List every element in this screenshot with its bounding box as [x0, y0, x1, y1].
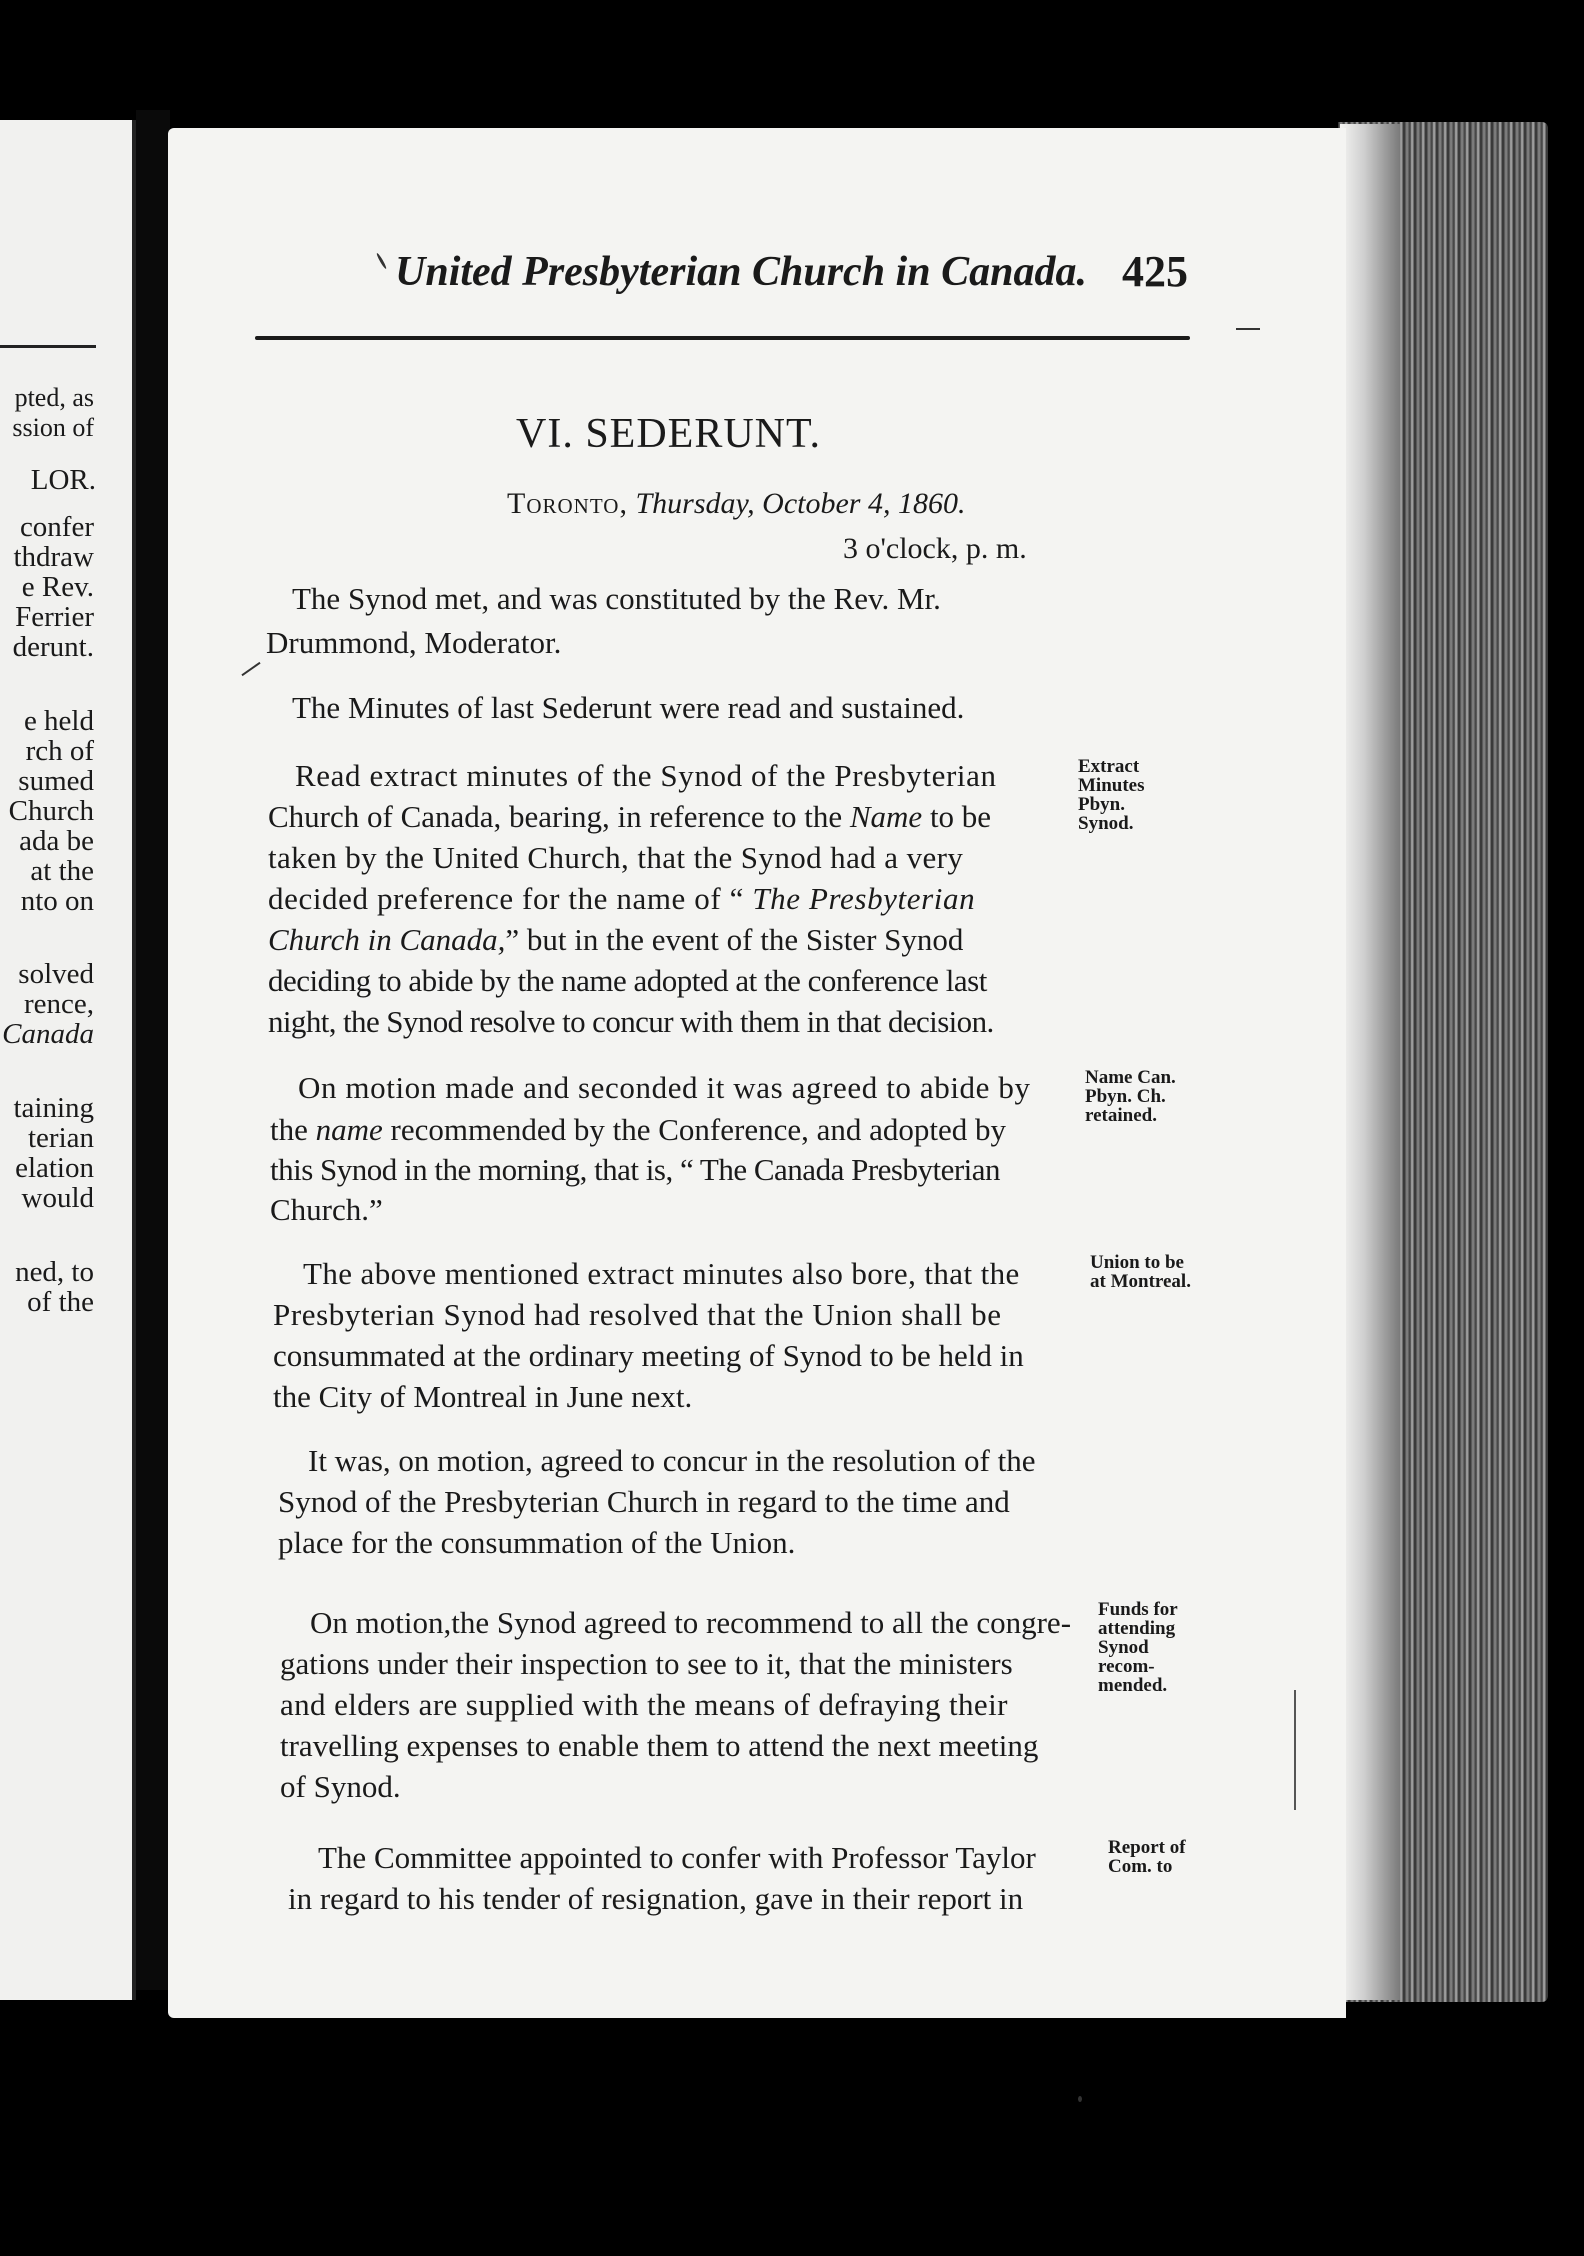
left-line: rch of	[25, 735, 94, 767]
left-line: Church	[8, 795, 94, 827]
left-line: terian	[27, 1122, 94, 1154]
text-line: this Synod in the morning, that is, “ The Canada Presbyterian	[270, 1152, 1001, 1187]
left-line: of the	[27, 1286, 94, 1318]
text-line: It was, on motion, agreed to concur in the resolution of the	[308, 1443, 1036, 1478]
text-line: travelling expenses to enable them to attend the next meeting	[280, 1728, 1039, 1763]
left-line: sumed	[18, 765, 94, 797]
text-line: On motion made and seconded it was agreed to abide by	[298, 1070, 1031, 1105]
text-line: Synod of the Presbyterian Church in regard to the time and	[278, 1484, 1010, 1519]
left-line: ned, to	[15, 1256, 94, 1288]
text-line: consummated at the ordinary meeting of Synod to be held in	[273, 1338, 1024, 1373]
text-line: The Synod met, and was constituted by the Rev. Mr.	[292, 581, 941, 616]
margin-note: Name Can. Pbyn. Ch. retained.	[1085, 1067, 1176, 1126]
text-line: gations under their inspection to see to it, that the ministers	[280, 1646, 1013, 1681]
running-title: United Presbyterian Church in Canada.	[395, 249, 1087, 295]
text-line: Church.”	[270, 1192, 383, 1227]
text-line: Church of Canada, bearing, in reference to the Name to be	[268, 799, 992, 834]
text-line: night, the Synod resolve to concur with them in that decision.	[268, 1004, 994, 1039]
left-line: would	[21, 1182, 94, 1214]
margin-note: Report of Com. to	[1108, 1837, 1186, 1877]
text-line: place for the consummation of the Union.	[278, 1525, 796, 1560]
text-line: The above mentioned extract minutes also bore, that the	[303, 1256, 1020, 1291]
left-line: thdraw	[13, 541, 94, 573]
page-number: 425	[1122, 247, 1188, 296]
text-line: Read extract minutes of the Synod of the Presbyterian	[295, 758, 997, 793]
book-gutter	[136, 110, 170, 1990]
ink-mark	[1078, 2096, 1082, 2102]
ink-mark	[1236, 328, 1260, 330]
text-line: deciding to abide by the name adopted at the conference last	[268, 963, 987, 998]
left-line: rence,	[23, 988, 94, 1020]
left-line: e held	[23, 705, 94, 737]
left-page-rule	[0, 345, 96, 348]
text-line: the City of Montreal in June next.	[273, 1379, 693, 1414]
date: Thursday, October 4, 1860.	[635, 487, 966, 520]
left-line: e Rev.	[21, 571, 94, 603]
text-line: The Minutes of last Sederunt were read and sustained.	[292, 690, 965, 725]
left-line: solved	[18, 958, 94, 990]
section-title: VI. SEDERUNT.	[516, 411, 822, 457]
text-line: The Committee appointed to confer with Professor Taylor	[318, 1840, 1036, 1875]
text-line: Drummond, Moderator.	[266, 625, 562, 660]
dateline	[507, 487, 965, 521]
left-line: LOR.	[30, 464, 96, 496]
left-line: pted, as	[14, 383, 94, 412]
left-line: taining	[13, 1092, 94, 1124]
left-line: ada be	[19, 825, 94, 857]
left-line: Canada	[2, 1018, 94, 1050]
margin-note: Funds for attending Synod recom- mended.	[1098, 1599, 1178, 1696]
page-edge-shadow	[1340, 124, 1400, 2000]
left-line: at the	[30, 855, 94, 887]
place: Toronto,	[507, 487, 628, 520]
left-line: nto on	[20, 885, 94, 917]
text-line: decided preference for the name of “ The Presbyterian	[268, 881, 976, 916]
left-line: ssion of	[12, 413, 94, 442]
ink-mark	[1294, 1690, 1296, 1810]
previous-page-fragment	[0, 120, 136, 2000]
text-line: taken by the United Church, that the Synod had a very	[268, 840, 964, 875]
left-line: confer	[19, 511, 94, 543]
meeting-time: 3 o'clock, p. m.	[843, 532, 1027, 565]
left-line: Ferrier	[15, 601, 94, 633]
left-line: elation	[15, 1152, 94, 1184]
text-line: and elders are supplied with the means of defraying their	[280, 1687, 1008, 1722]
header-rule	[255, 336, 1190, 340]
margin-note: Union to be at Montreal.	[1090, 1252, 1191, 1292]
margin-note: Extract Minutes Pbyn. Synod.	[1078, 756, 1145, 834]
text-line: Church in Canada,” but in the event of the Sister Synod	[268, 922, 964, 957]
text-line: of Synod.	[280, 1769, 401, 1804]
left-line: derunt.	[12, 631, 94, 663]
text-line: Presbyterian Synod had resolved that the Union shall be	[273, 1297, 1002, 1332]
text-line: in regard to his tender of resignation, gave in their report in	[288, 1881, 1024, 1916]
text-line: the name recommended by the Conference, and adopted by	[270, 1112, 1006, 1147]
text-line: On motion,the Synod agreed to recommend to all the congre-	[310, 1605, 1072, 1640]
